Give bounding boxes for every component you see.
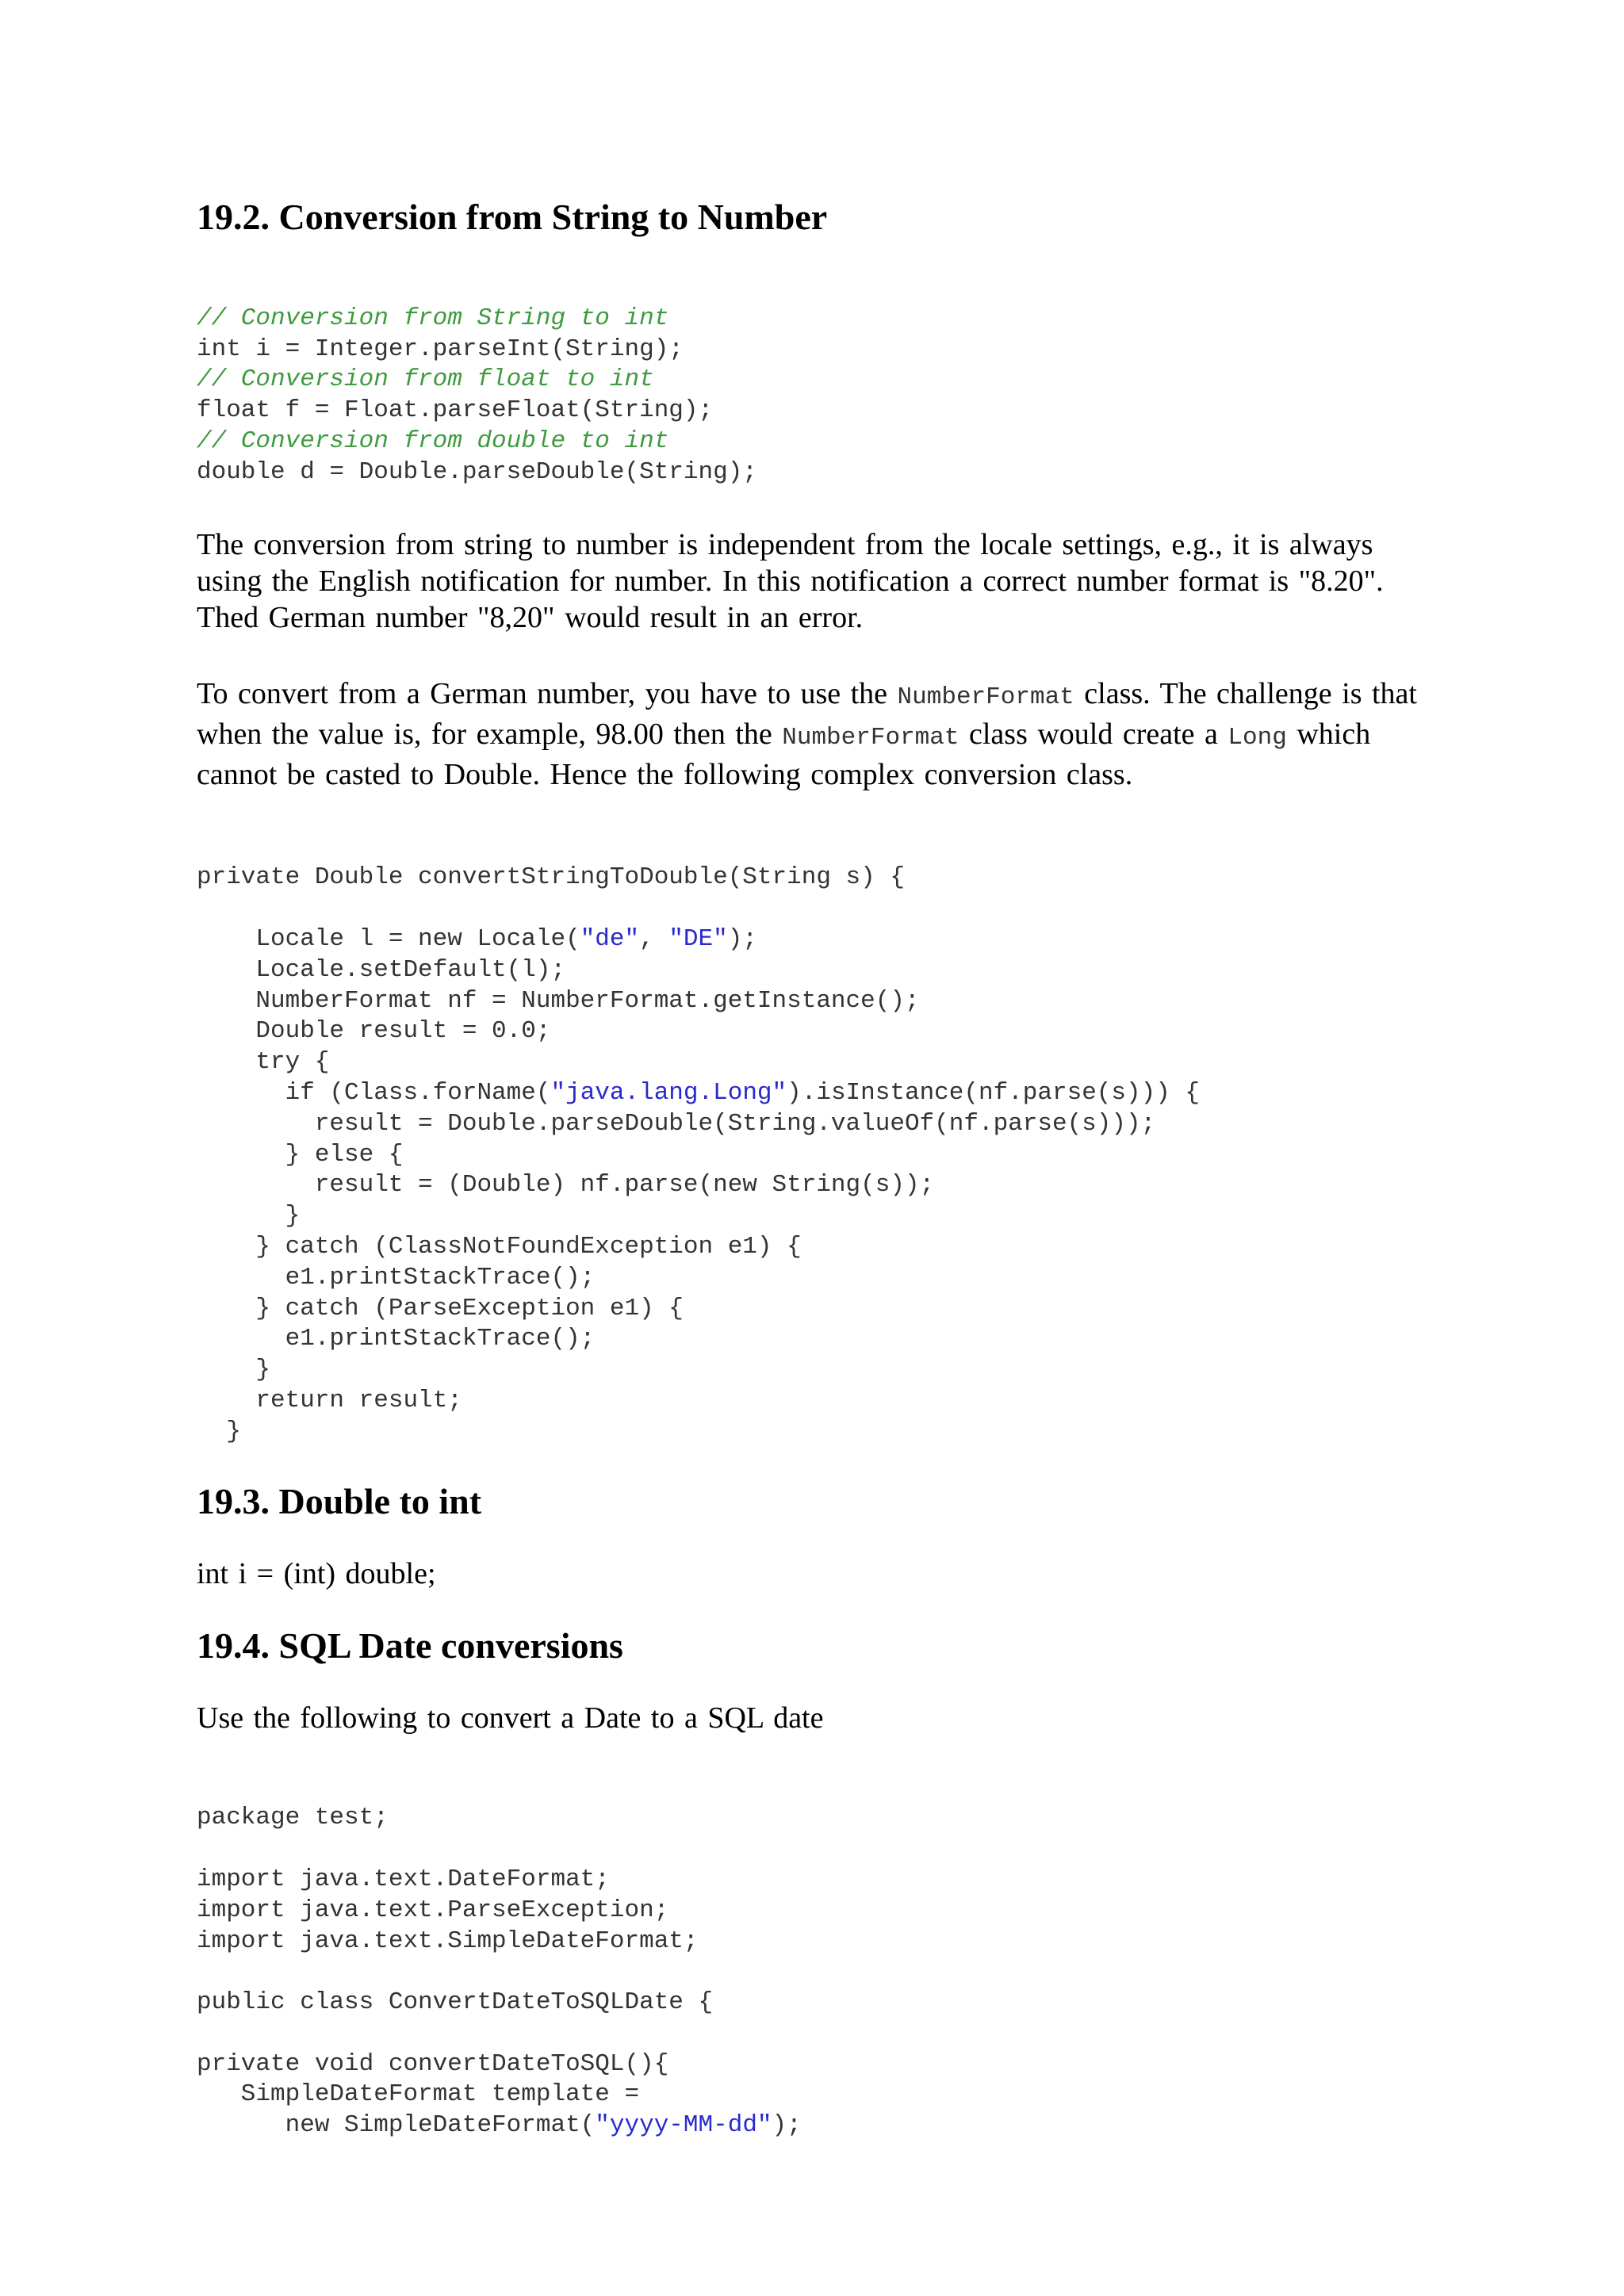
text-run: To convert from a German number, you have to use the: [197, 676, 898, 710]
code-line: private Double convertStringToDouble(String s) {: [197, 863, 905, 892]
text-run: which cannot be casted to Double. Hence the following complex conversion class.: [197, 717, 1371, 791]
code-line: result = (Double) nf.parse(new String(s));: [197, 1171, 935, 1200]
section-heading-19-3: 19.3. Double to int: [197, 1480, 482, 1521]
code-line: } else {: [197, 1140, 404, 1169]
code-block-convert-string-to-double: [197, 832, 1434, 1448]
code-line: if (Class.forName(: [197, 1078, 551, 1107]
code-line: Locale.setDefault(l);: [197, 955, 566, 984]
code-line: e1.printStackTrace();: [197, 1325, 596, 1353]
code-block-sql-date: [197, 1773, 1434, 2142]
text-run: class. The challenge is that when the value is, for example, 98.00 then the: [197, 676, 1417, 751]
code-line: double d = Double.parseDouble(String);: [197, 457, 757, 486]
code-comment: // Conversion from float to int: [197, 365, 654, 394]
code-line: Locale l = new Locale(: [197, 924, 580, 953]
code-line: new SimpleDateFormat(: [197, 2111, 596, 2140]
paragraph-numberformat: [197, 675, 1434, 793]
code-line: }: [197, 1356, 271, 1384]
code-line: }: [197, 1202, 301, 1230]
code-string: "de": [580, 924, 640, 953]
text-run: class would create a: [959, 717, 1228, 751]
code-line: e1.printStackTrace();: [197, 1263, 596, 1292]
inline-code: Long: [1228, 723, 1287, 752]
inline-code: NumberFormat: [897, 683, 1074, 711]
code-line: try {: [197, 1048, 330, 1077]
code-line: Double result = 0.0;: [197, 1017, 551, 1046]
code-line: );: [727, 924, 757, 953]
document-page: [197, 190, 1434, 2141]
code-block-parse: [197, 273, 1434, 488]
code-line: int i = Integer.parseInt(String);: [197, 335, 684, 363]
code-line: result = Double.parseDouble(String.valueOf(nf.parse(s)));: [197, 1109, 1156, 1138]
code-line: ).isInstance(nf.parse(s))) {: [787, 1078, 1201, 1107]
code-comment: // Conversion from double to int: [197, 427, 669, 455]
code-line: ,: [639, 924, 669, 953]
code-string: "DE": [668, 924, 728, 953]
inline-code: NumberFormat: [782, 723, 959, 752]
code-line: private void convertDateToSQL(){: [197, 2049, 669, 2078]
code-string: "yyyy-MM-dd": [595, 2111, 772, 2140]
code-string: "java.lang.Long": [550, 1078, 787, 1107]
paragraph-double-to-int: int i = (int) double;: [197, 1556, 436, 1590]
code-line: import java.text.ParseException;: [197, 1896, 669, 1924]
code-line: return result;: [197, 1386, 462, 1414]
code-line: NumberFormat nf = NumberFormat.getInstance();: [197, 986, 920, 1015]
code-line: float f = Float.parseFloat(String);: [197, 396, 714, 425]
code-line: SimpleDateFormat template =: [197, 2080, 640, 2109]
section-heading-19-2: 19.2. Conversion from String to Number: [197, 197, 828, 237]
code-comment: // Conversion from String to int: [197, 304, 669, 332]
code-line: );: [772, 2111, 802, 2140]
code-line: }: [197, 1417, 241, 1445]
paragraph-locale-note: The conversion from string to number is independent from the locale settings, e.g., it is always using the English notification for number. In this notification a correct number format is "8.20". Thed German number "8,20" would result in an error.: [197, 527, 1384, 634]
code-line: } catch (ParseException e1) {: [197, 1294, 684, 1322]
code-line: package test;: [197, 1804, 389, 1832]
code-line: import java.text.SimpleDateFormat;: [197, 1927, 699, 1955]
paragraph-sql-date-intro: Use the following to convert a Date to a SQL date: [197, 1701, 824, 1735]
code-line: } catch (ClassNotFoundException e1) {: [197, 1232, 802, 1261]
code-line: public class ConvertDateToSQLDate {: [197, 1988, 714, 2017]
code-line: import java.text.DateFormat;: [197, 1865, 610, 1893]
section-heading-19-4: 19.4. SQL Date conversions: [197, 1624, 623, 1666]
